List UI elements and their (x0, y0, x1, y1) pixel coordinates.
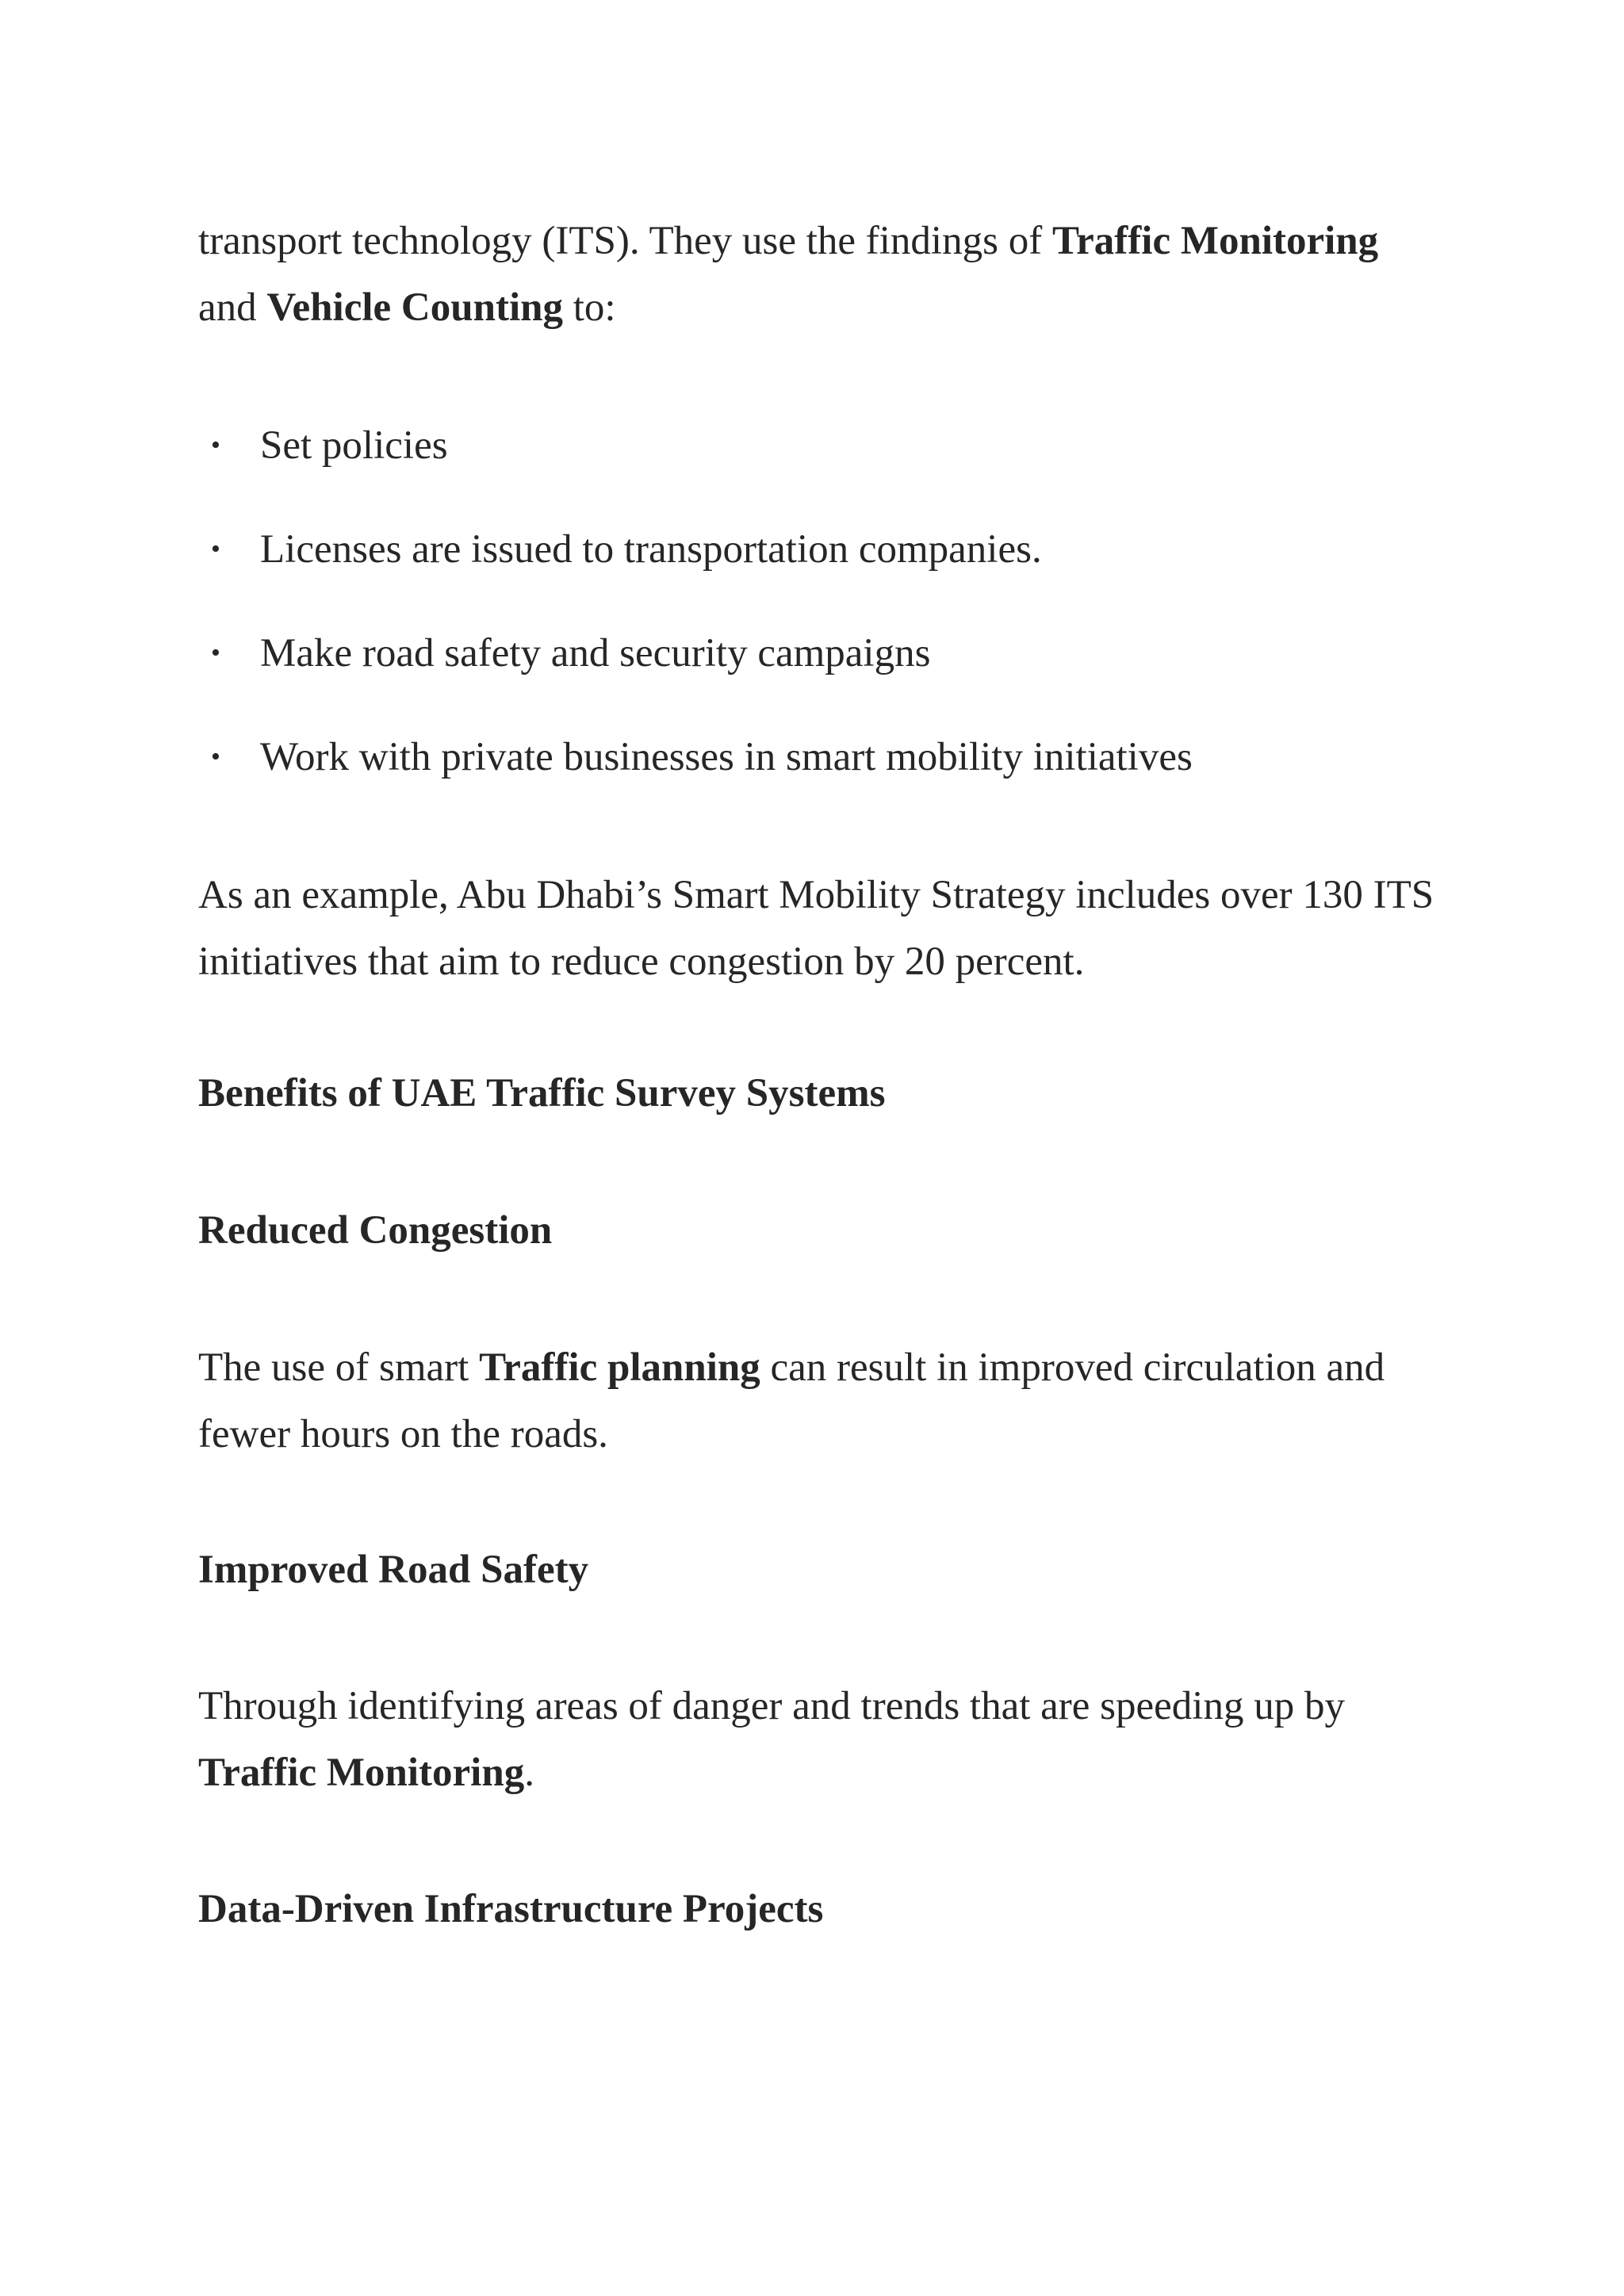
list-item (198, 412, 1435, 479)
bullet-icon: • (211, 638, 220, 668)
list-item (198, 620, 1435, 687)
intro-bold-vehicle-counting: Vehicle Counting (266, 285, 563, 330)
congestion-bold-traffic-planning: Traffic planning (479, 1345, 760, 1390)
intro-paragraph (198, 208, 1435, 341)
intro-bold-traffic-monitoring: Traffic Monitoring (1051, 219, 1379, 263)
heading-benefits: Benefits of UAE Traffic Survey Systems (198, 1071, 886, 1115)
list-item-text: Licenses are issued to transportation companies. (260, 527, 1042, 572)
safety-text-1: Through identifying areas of danger and trends that are speeding up by (198, 1684, 1345, 1728)
safety-paragraph (198, 1673, 1435, 1806)
list-item-text: Work with private businesses in smart mobility initiatives (260, 735, 1193, 779)
intro-text-2: and (198, 285, 267, 330)
list-item (198, 516, 1435, 583)
bullet-icon: • (211, 742, 220, 771)
list-item-text: Make road safety and security campaigns (260, 631, 931, 675)
example-paragraph: As an example, Abu Dhabi’s Smart Mobility Strategy includes over 130 ITS initiatives that aim to reduce congestion by 20 percent. (198, 873, 1434, 984)
bullet-list (198, 412, 1435, 828)
bullet-icon: • (211, 430, 220, 460)
safety-text-2: . (524, 1751, 534, 1795)
congestion-text-2: can result in improved circulation and fewer hours on the roads. (198, 1345, 1385, 1456)
list-item (198, 724, 1435, 790)
safety-bold-traffic-monitoring: Traffic Monitoring (198, 1751, 525, 1795)
heading-reduced-congestion: Reduced Congestion (198, 1208, 553, 1253)
heading-data-driven-infrastructure: Data-Driven Infrastructure Projects (198, 1887, 824, 1931)
heading-improved-road-safety: Improved Road Safety (198, 1548, 589, 1592)
bullet-icon: • (211, 534, 220, 564)
congestion-paragraph (198, 1334, 1435, 1468)
intro-text-3: to: (562, 285, 616, 330)
congestion-text-1: The use of smart (198, 1345, 480, 1390)
list-item-text: Set policies (260, 423, 448, 468)
intro-text-1: transport technology (ITS). They use the findings of (198, 219, 1052, 263)
